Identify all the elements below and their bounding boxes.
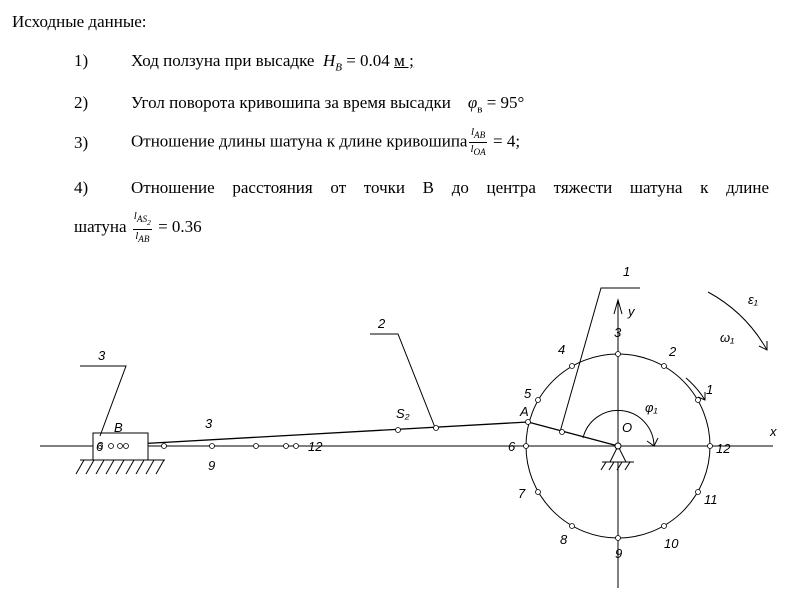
pos-3: 3 xyxy=(614,325,622,340)
slider-pos-12: 12 xyxy=(308,439,323,454)
section-heading: Исходные данные: xyxy=(12,12,147,31)
item-1-number: 1) xyxy=(74,51,89,70)
crank-OA xyxy=(528,422,618,446)
slider-pos-9: 9 xyxy=(208,458,216,473)
axis-y-label: y xyxy=(628,304,635,319)
item-2-number: 2) xyxy=(74,93,89,112)
epsilon-arc xyxy=(708,292,767,350)
link-3-label: 3 xyxy=(205,416,213,431)
epsilon-label: ε₁ xyxy=(748,292,758,307)
item-1-text: Ход ползуна при высадке $H_B = 0.04$ м ; xyxy=(131,51,414,74)
item-3-number: 3) xyxy=(74,133,89,152)
support-hatching xyxy=(601,462,630,470)
phi-label: φ₁ xyxy=(645,400,658,415)
callout-3: 3 xyxy=(98,348,106,363)
omega-label: ω₁ xyxy=(720,330,735,345)
slider-pos-6: 6 xyxy=(96,439,104,454)
pos-12: 12 xyxy=(716,441,731,456)
item-4-number: 4) xyxy=(74,178,89,197)
point-B-label: B xyxy=(114,420,123,435)
item-2-text: Угол поворота кривошипа за время высадки $\varphi_в = 95^\circ$ xyxy=(131,93,525,116)
item-4-text-cont: шатуна $\frac{l_{AS_2}}{l_{AB}}$ = 0.36 xyxy=(74,210,202,245)
pos-7: 7 xyxy=(518,486,526,501)
item-3-text: Отношение длины шатуна к длине кривошипа $\frac{l_{AB}}{l_{OA}}$ = 4; xyxy=(131,126,521,158)
pos-9: 9 xyxy=(615,546,623,561)
axis-x-label: x xyxy=(770,424,777,439)
pos-11: 11 xyxy=(704,492,718,507)
point-S2-label: S₂ xyxy=(396,406,410,421)
pos-2: 2 xyxy=(669,344,677,359)
pos-8: 8 xyxy=(560,532,568,547)
pos-5: 5 xyxy=(524,386,532,401)
pos-10: 10 xyxy=(664,536,679,551)
callout-1: 1 xyxy=(623,264,631,279)
phi-arc-arrow xyxy=(647,438,658,446)
point-O-label: O xyxy=(622,420,633,435)
pos-6: 6 xyxy=(508,439,516,454)
point-A-label: A xyxy=(520,404,529,419)
ratio-fraction: $\frac{l_{AB}}{l_{OA}}$ xyxy=(470,126,486,158)
pos-4: 4 xyxy=(558,342,566,357)
pos-1: 1 xyxy=(706,382,714,397)
callout-2: 2 xyxy=(378,316,386,331)
item-4-text: Отношение расстояния от точки В до центра тяжести шатуна к длине xyxy=(131,178,769,197)
pivot-O xyxy=(615,443,621,449)
guide-hatching xyxy=(76,460,164,474)
ratio-fraction-2: $\frac{l_{AS_2}}{l_{AB}}$ xyxy=(133,210,151,245)
